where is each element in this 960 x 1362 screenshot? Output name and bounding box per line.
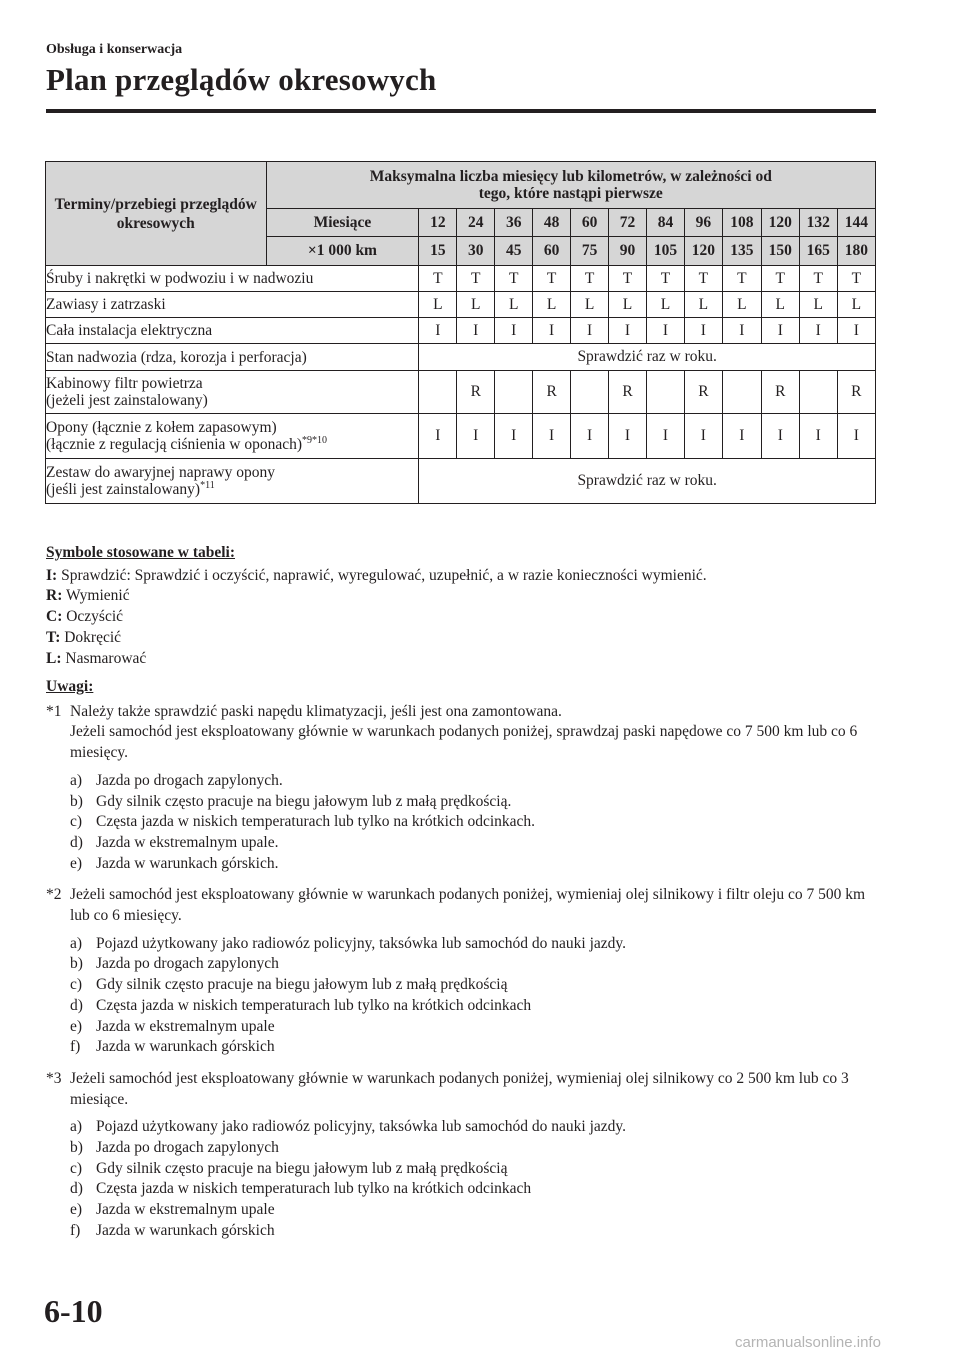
sublist-item xyxy=(70,934,876,955)
months-value: 24 xyxy=(457,209,495,237)
schedule-cell xyxy=(799,371,837,414)
row-label-text: Zestaw do awaryjnej naprawy opony xyxy=(46,464,275,481)
row-label-text-2: (łącznie z regulacją ciśnienia w oponach) xyxy=(46,436,303,453)
schedule-cell: I xyxy=(609,318,647,344)
sublist-item xyxy=(70,833,876,854)
schedule-cell: I xyxy=(837,414,875,459)
sublist-item xyxy=(70,1200,876,1221)
sublist-text: Jazda po drogach zapylonych xyxy=(96,1139,279,1157)
legend-text: Dokręcić xyxy=(64,628,122,646)
legend-symbol: L: xyxy=(46,649,62,667)
row-label xyxy=(46,266,419,292)
sublist-text: Jazda w ekstremalnym upale. xyxy=(96,833,279,851)
schedule-cell: R xyxy=(533,371,571,414)
schedule-cell: I xyxy=(799,318,837,344)
sublist-item xyxy=(70,996,876,1017)
row-label-text: Kabinowy filtr powietrza xyxy=(46,375,203,392)
km-value: 120 xyxy=(684,237,722,266)
sublist-text: Jazda w ekstremalnym upale xyxy=(96,1017,275,1035)
sublist-mark: d) xyxy=(70,833,83,851)
legend-text: Nasmarować xyxy=(65,649,147,667)
sublist-item xyxy=(70,1179,876,1200)
row-label-text-2: (jeśli jest zainstalowany) xyxy=(46,481,201,498)
sublist-item xyxy=(70,1037,876,1058)
schedule-cell: T xyxy=(646,266,684,292)
km-value: 90 xyxy=(609,237,647,266)
sublist-mark: e) xyxy=(70,1017,83,1035)
sublist-mark: c) xyxy=(70,813,83,831)
sublist-mark: e) xyxy=(70,1201,83,1219)
schedule-cell: I xyxy=(571,318,609,344)
sublist-text: Gdy silnik często pracuje na biegu jałowym lub z małą prędkością. xyxy=(96,792,512,810)
section-label: Obsługa i konserwacja xyxy=(46,42,183,57)
footnote-mark: *2 xyxy=(46,886,62,904)
schedule-cell: I xyxy=(533,318,571,344)
km-value: 30 xyxy=(457,237,495,266)
page-number: 6-10 xyxy=(44,1293,103,1329)
months-value: 60 xyxy=(571,209,609,237)
schedule-cell xyxy=(571,371,609,414)
schedule-cell: L xyxy=(457,292,495,318)
legend-symbol: R: xyxy=(46,587,63,605)
km-value: 45 xyxy=(495,237,533,266)
sublist-mark: a) xyxy=(70,1118,83,1136)
schedule-cell: I xyxy=(761,318,799,344)
footnote-mark: *1 xyxy=(46,702,62,720)
schedule-cell: I xyxy=(837,318,875,344)
footnote-body xyxy=(70,1069,876,1242)
table-row xyxy=(46,459,876,504)
sublist-text: Pojazd użytkowany jako radiowóz policyjny, taksówka lub samochód do nauki jazdy. xyxy=(96,934,627,952)
schedule-cell: I xyxy=(533,414,571,459)
sublist-item xyxy=(70,1138,876,1159)
sublist-mark: b) xyxy=(70,955,83,973)
schedule-cell: T xyxy=(799,266,837,292)
sublist-item xyxy=(70,1221,876,1242)
footnote-text: Jeżeli samochód jest eksploatowany głównie w warunkach podanych poniżej, wymieniaj olej silnikowy i filtr oleju co 7 500 km lub co 6 miesięcy. xyxy=(70,886,866,925)
km-value: 135 xyxy=(722,237,761,266)
schedule-cell: I xyxy=(457,318,495,344)
row-label xyxy=(46,459,419,504)
legend-text: Sprawdzić: Sprawdzić i oczyścić, naprawić, wyregulować, uzupełnić, a w razie konieczności wymienić. xyxy=(61,566,707,584)
km-value: 15 xyxy=(419,237,457,266)
schedule-cell: L xyxy=(799,292,837,318)
footnote-ref: *9*10 xyxy=(302,435,328,446)
schedule-cell: L xyxy=(837,292,875,318)
months-value: 108 xyxy=(722,209,761,237)
watermark: carmanualsonline.info xyxy=(735,1334,881,1351)
sublist-text: Częsta jazda w niskich temperaturach lub tylko na krótkich odcinkach xyxy=(96,996,532,1014)
row-note: Sprawdzić raz w roku. xyxy=(419,344,876,371)
schedule-cell: R xyxy=(684,371,722,414)
schedule-cell: R xyxy=(609,371,647,414)
footnote-sublist xyxy=(70,934,876,1058)
months-value: 144 xyxy=(837,209,875,237)
row-label-text: Stan nadwozia (rdza, korozja i perforacja) xyxy=(46,348,307,366)
sublist-item xyxy=(70,792,876,813)
sublist-text: Gdy silnik często pracuje na biegu jałowym lub z małą prędkością xyxy=(96,976,508,994)
sublist-mark: d) xyxy=(70,996,83,1014)
legend-title: Symbole stosowane w tabeli: xyxy=(46,544,236,561)
legend-text: Wymienić xyxy=(65,587,130,605)
schedule-cell: L xyxy=(761,292,799,318)
sublist-item xyxy=(70,1017,876,1038)
schedule-cell: T xyxy=(571,266,609,292)
schedule-cell: R xyxy=(761,371,799,414)
schedule-cell: I xyxy=(684,318,722,344)
sublist-mark: b) xyxy=(70,792,83,810)
sublist-item xyxy=(70,1117,876,1138)
legend-item xyxy=(46,628,876,649)
schedule-cell: I xyxy=(684,414,722,459)
sublist-mark: f) xyxy=(70,1221,81,1239)
months-value: 96 xyxy=(684,209,722,237)
sublist-text: Jazda po drogach zapylonych. xyxy=(96,771,283,789)
sublist-text: Pojazd użytkowany jako radiowóz policyjny, taksówka lub samochód do nauki jazdy. xyxy=(96,1118,627,1136)
page-title: Plan przeglądów okresowych xyxy=(46,62,437,97)
months-value: 132 xyxy=(799,209,837,237)
schedule-cell: R xyxy=(837,371,875,414)
km-value: 180 xyxy=(837,237,875,266)
schedule-cell: T xyxy=(684,266,722,292)
km-value: 60 xyxy=(533,237,571,266)
row-label xyxy=(46,292,419,318)
schedule-cell: I xyxy=(419,318,457,344)
sublist-item xyxy=(70,771,876,792)
footnote-body xyxy=(70,885,876,1058)
schedule-cell: L xyxy=(722,292,761,318)
months-label: Miesiące xyxy=(266,209,419,237)
schedule-cell: I xyxy=(571,414,609,459)
table-group-header: Maksymalna liczba miesięcy lub kilometrów, w zależności od tego, które nastąpi pierwsze xyxy=(266,162,875,209)
schedule-cell: T xyxy=(533,266,571,292)
schedule-cell: I xyxy=(646,318,684,344)
sublist-mark: d) xyxy=(70,1180,83,1198)
schedule-cell: L xyxy=(533,292,571,318)
footnote-sublist xyxy=(70,771,876,875)
schedule-cell: L xyxy=(571,292,609,318)
row-label-text: Zawiasy i zatrzaski xyxy=(46,296,166,313)
schedule-cell: I xyxy=(761,414,799,459)
legend xyxy=(46,543,876,669)
sublist-item xyxy=(70,954,876,975)
footnote-text: Jeżeli samochód jest eksploatowany głównie w warunkach podanych poniżej, wymieniaj olej silnikowy co 2 500 km lub co 3 miesiące. xyxy=(70,1069,849,1108)
title-rule xyxy=(46,109,876,113)
sublist-mark: c) xyxy=(70,1159,83,1177)
footnote-sublist xyxy=(70,1117,876,1241)
row-label-text-2: (jeżeli jest zainstalowany) xyxy=(46,392,208,409)
notes xyxy=(46,677,876,1242)
schedule-cell: L xyxy=(646,292,684,318)
schedule-cell xyxy=(419,371,457,414)
sublist-text: Jazda w warunkach górskich xyxy=(96,1221,275,1239)
sublist-text: Jazda w ekstremalnym upale xyxy=(96,1201,275,1219)
sublist-mark: a) xyxy=(70,934,83,952)
row-label-text: Opony (łącznie z kołem zapasowym) xyxy=(46,419,277,436)
footnote-body xyxy=(70,702,876,875)
months-value: 72 xyxy=(609,209,647,237)
table-row xyxy=(46,414,876,459)
sublist-mark: c) xyxy=(70,976,83,994)
table-corner-header: Terminy/przebiegi przeglądów okresowych xyxy=(46,162,267,266)
row-label-text: Cała instalacja elektryczna xyxy=(46,322,213,339)
footnote xyxy=(46,702,876,875)
sublist-text: Jazda po drogach zapylonych xyxy=(96,955,279,973)
sublist-text: Jazda w warunkach górskich xyxy=(96,1038,275,1056)
row-label xyxy=(46,344,419,371)
sublist-item xyxy=(70,1159,876,1180)
schedule-cell: I xyxy=(495,414,533,459)
schedule-cell: T xyxy=(495,266,533,292)
schedule-cell: L xyxy=(495,292,533,318)
schedule-cell: T xyxy=(722,266,761,292)
sublist-mark: e) xyxy=(70,854,83,872)
schedule-cell xyxy=(646,371,684,414)
km-value: 105 xyxy=(646,237,684,266)
schedule-cell: T xyxy=(457,266,495,292)
table-row xyxy=(46,371,876,414)
legend-text: Oczyścić xyxy=(66,608,124,626)
row-label xyxy=(46,371,419,414)
km-value: 75 xyxy=(571,237,609,266)
schedule-cell xyxy=(495,371,533,414)
row-label xyxy=(46,318,419,344)
schedule-cell: T xyxy=(419,266,457,292)
footnote-mark: *3 xyxy=(46,1069,62,1087)
sublist-mark: a) xyxy=(70,771,83,789)
legend-symbol: T: xyxy=(46,628,61,646)
months-value: 84 xyxy=(646,209,684,237)
table-row xyxy=(46,292,876,318)
footnote-text-2: Jeżeli samochód jest eksploatowany głównie w warunkach podanych poniżej, sprawdzaj paski napędowe co 7 500 km lub co 6 miesięcy. xyxy=(70,723,858,762)
sublist-text: Częsta jazda w niskich temperaturach lub tylko na krótkich odcinkach. xyxy=(96,813,536,831)
schedule-cell: I xyxy=(722,318,761,344)
table-row xyxy=(46,344,876,371)
schedule-cell xyxy=(722,371,761,414)
sublist-mark: b) xyxy=(70,1139,83,1157)
schedule-cell: L xyxy=(684,292,722,318)
months-value: 120 xyxy=(761,209,799,237)
sublist-item xyxy=(70,975,876,996)
schedule-cell: T xyxy=(761,266,799,292)
sublist-item xyxy=(70,812,876,833)
notes-title: Uwagi: xyxy=(46,678,94,695)
legend-item xyxy=(46,607,876,628)
footnote xyxy=(46,885,876,1058)
legend-symbol: C: xyxy=(46,608,63,626)
schedule-cell: I xyxy=(722,414,761,459)
schedule-cell: L xyxy=(609,292,647,318)
maintenance-schedule-table xyxy=(45,161,876,504)
schedule-cell: T xyxy=(837,266,875,292)
row-label-text: Śruby i nakrętki w podwoziu i w nadwoziu xyxy=(46,270,314,287)
sublist-text: Gdy silnik często pracuje na biegu jałowym lub z małą prędkością xyxy=(96,1159,508,1177)
schedule-cell: T xyxy=(609,266,647,292)
footnote-ref: *11 xyxy=(200,480,215,491)
table-row xyxy=(46,318,876,344)
months-value: 12 xyxy=(419,209,457,237)
schedule-cell: I xyxy=(419,414,457,459)
sublist-item xyxy=(70,854,876,875)
legend-item xyxy=(46,566,876,587)
schedule-cell: I xyxy=(457,414,495,459)
schedule-cell: L xyxy=(419,292,457,318)
months-value: 36 xyxy=(495,209,533,237)
schedule-cell: I xyxy=(609,414,647,459)
row-label xyxy=(46,414,419,459)
sublist-text: Jazda w warunkach górskich. xyxy=(96,854,279,872)
km-value: 150 xyxy=(761,237,799,266)
schedule-cell: I xyxy=(495,318,533,344)
sublist-mark: f) xyxy=(70,1038,81,1056)
row-note: Sprawdzić raz w roku. xyxy=(419,459,876,504)
km-label: ×1 000 km xyxy=(266,237,419,266)
schedule-cell: I xyxy=(799,414,837,459)
legend-item xyxy=(46,649,876,670)
footnote xyxy=(46,1069,876,1242)
table-row xyxy=(46,266,876,292)
schedule-cell: R xyxy=(457,371,495,414)
months-value: 48 xyxy=(533,209,571,237)
legend-symbol: I: xyxy=(46,566,58,584)
km-value: 165 xyxy=(799,237,837,266)
sublist-text: Częsta jazda w niskich temperaturach lub tylko na krótkich odcinkach xyxy=(96,1180,532,1198)
legend-item xyxy=(46,586,876,607)
footnote-text: Należy także sprawdzić paski napędu klimatyzacji, jeśli jest ona zamontowana. xyxy=(70,702,562,720)
schedule-cell: I xyxy=(646,414,684,459)
